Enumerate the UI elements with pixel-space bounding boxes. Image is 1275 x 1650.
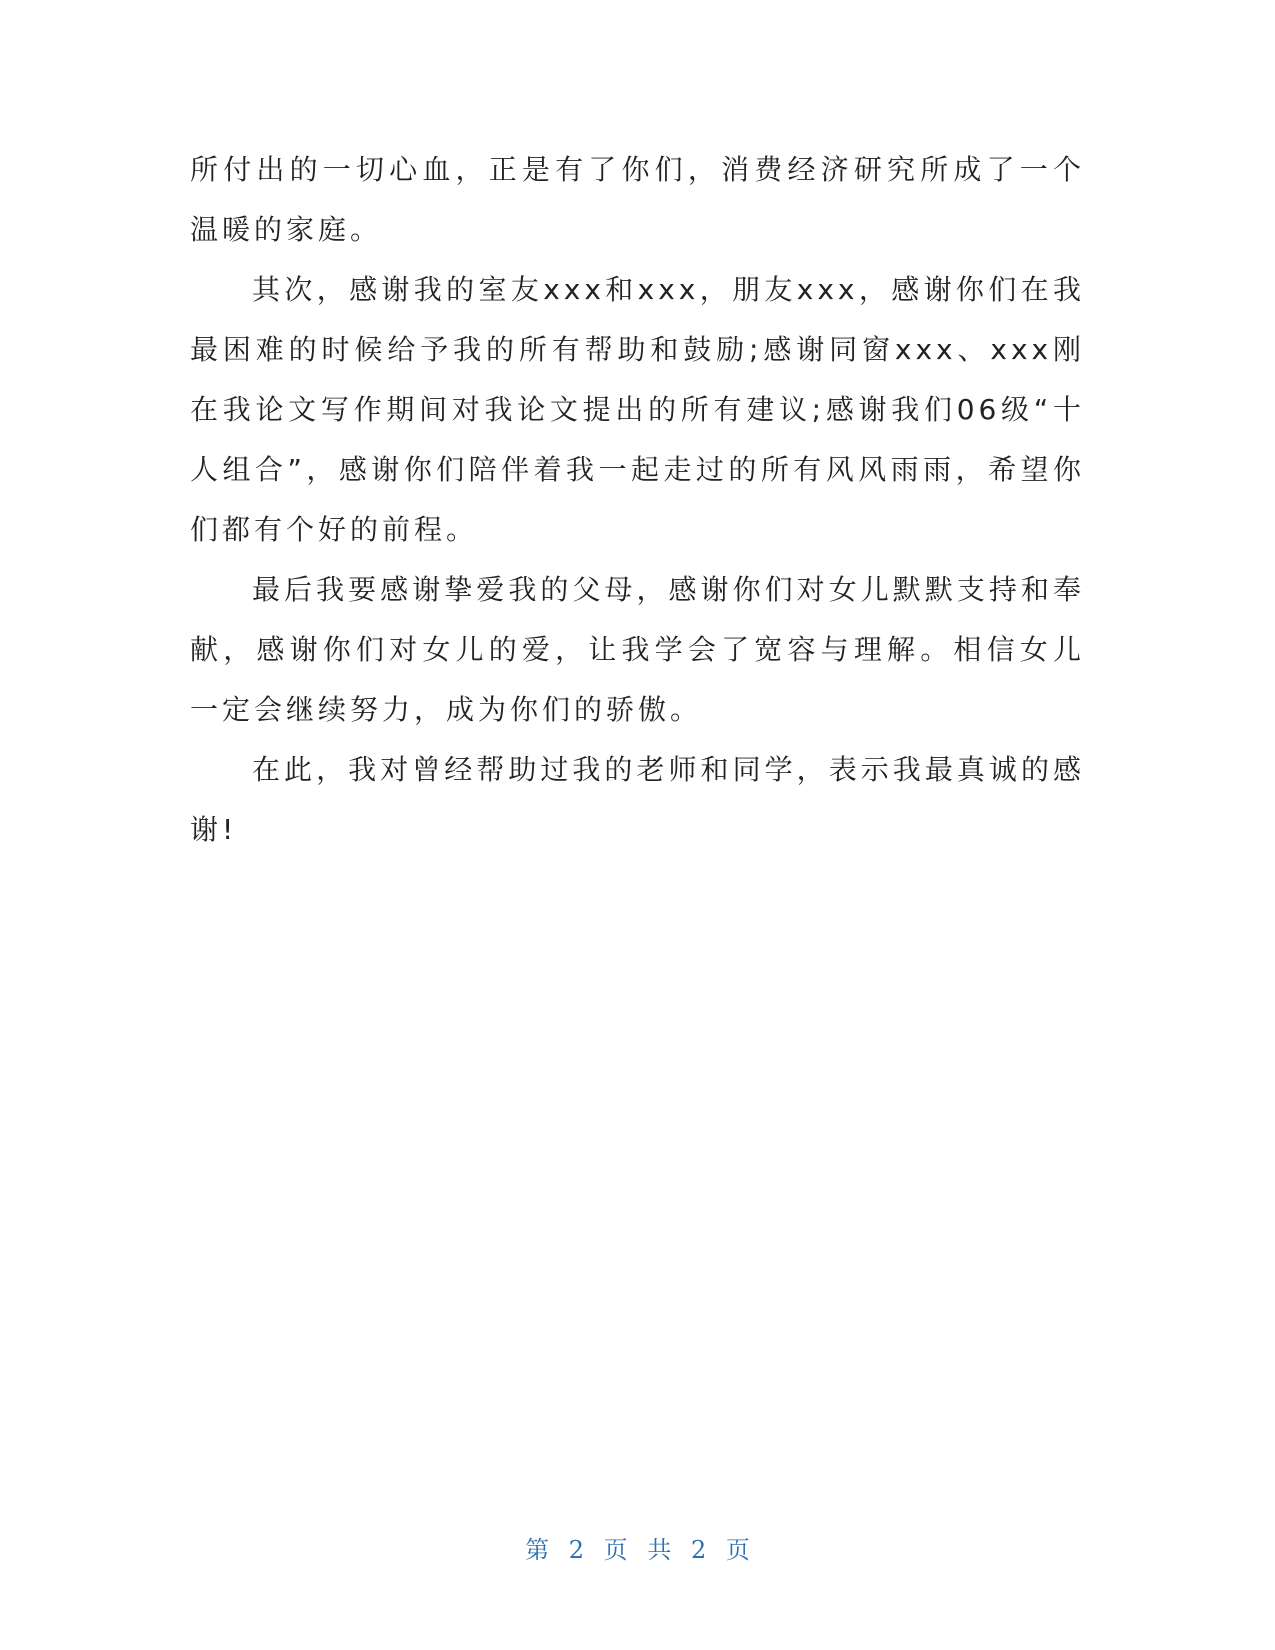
paragraph-4: 在此，我对曾经帮助过我的老师和同学，表示我最真诚的感谢! — [190, 753, 1085, 846]
page-body — [190, 140, 1085, 860]
paragraph-1: 所付出的一切心血，正是有了你们，消费经济研究所成了一个温暖的家庭。 — [190, 153, 1085, 246]
paragraph-3: 最后我要感谢挚爱我的父母，感谢你们对女儿默默支持和奉献，感谢你们对女儿的爱，让我学会了宽容与理解。相信女儿一定会继续努力，成为你们的骄傲。 — [190, 573, 1085, 726]
footer-current-page: 2 — [568, 1536, 585, 1564]
footer-prefix: 第 — [525, 1536, 550, 1564]
paragraph-2: 其次，感谢我的室友xxx和xxx，朋友xxx，感谢你们在我最困难的时候给予我的所有帮助和鼓励;感谢同窗xxx、xxx刚在我论文写作期间对我论文提出的所有建议;感谢我们06级“十人组合”，感谢你们陪伴着我一起走过的所有风风雨雨，希望你们都有个好的前程。 — [190, 273, 1085, 546]
footer-total-pages: 2 — [690, 1536, 707, 1564]
footer-total-word: 共 — [647, 1536, 672, 1564]
footer-page-word: 页 — [603, 1536, 628, 1564]
footer-page-word-2: 页 — [725, 1536, 750, 1564]
page-number-footer — [0, 1530, 1275, 1565]
